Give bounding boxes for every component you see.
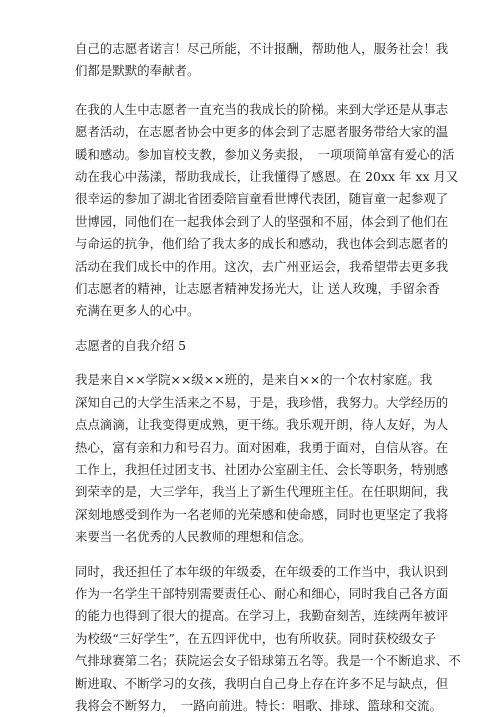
text-line: 到荣幸的是，大三学年，我当上了新生代理班主任。在任职期间，我 xyxy=(75,484,449,500)
text-line: 点点滴滴，让我变得更成熟，更干练。我乐观开朗，待人友好，为人 xyxy=(75,417,449,433)
text-line: 的能力也得到了很大的提高。在学习上，我勤奋刻苦，连续两年被评 xyxy=(75,608,449,624)
text-line: 作为一名学生干部特别需要责任心、耐心和细心，同时我自己各方面 xyxy=(75,585,449,601)
paragraph-class-committee xyxy=(75,561,461,717)
text-line: 很幸运的参加了湖北省团委陪盲童看世博代表团，随盲童一起参观了 xyxy=(75,191,449,207)
text-line: 在我的人生中志愿者一直充当的我成长的阶梯。来到大学还是从事志 xyxy=(75,101,449,117)
text-line: 我是来自××学院××级××班的，是来自××的一个农村家庭。我 xyxy=(75,372,433,388)
text-line: 热心，富有亲和力和号召力。面对困难，我勇于面对，自信从容。在 xyxy=(75,439,449,455)
text-line: 充满在更多人的心中。 xyxy=(75,303,200,319)
paragraph-spacer xyxy=(75,549,430,561)
text-line: 气排球赛第二名；获院运会女子铅球第五名等。我是一个不断追求、不 xyxy=(75,653,461,669)
text-line: 来要当一名优秀的人民教师的理想和信念。 xyxy=(75,529,312,545)
text-line: 为校级“三好学生”，在五四评优中，也有所收获。同时获校级女子 xyxy=(75,630,437,646)
text-line: 暖和感动。参加盲校支教，参加义务卖报， 一项项简单富有爱心的活 xyxy=(75,146,455,162)
text-line: 世博园，同他们在一起我体会到了人的坚强和不屈，体会到了他们在 xyxy=(75,213,449,229)
text-line: 们志愿者的精神，让志愿者精神发扬光大，让 送人玫瑰，手留余香 xyxy=(75,281,440,297)
text-line: 工作上，我担任过团支书、社团办公室副主任、会长等职务，特别感 xyxy=(75,461,449,477)
paragraph-spacer xyxy=(75,83,430,99)
text-line: 自己的志愿者诺言！尽己所能，不计报酬，帮助他人，服务社会！我 xyxy=(75,41,449,56)
text-line: 我将会不断努力， 一路向前进。特长：唱歌、排球、篮球和交流。 xyxy=(75,697,443,713)
text-line: 深知自己的大学生活来之不易，于是，我珍惜，我努力。大学经历的 xyxy=(75,394,449,410)
text-line: 深刻地感受到作为一名老师的光荣感和使命感，同时也更坚定了我将 xyxy=(75,506,449,522)
text-line: 断进取、不断学习的女孩，我明白自己身上存在许多不足与缺点，但 xyxy=(75,675,449,691)
paragraph-oath xyxy=(75,38,449,83)
document-body xyxy=(75,38,461,717)
paragraph-spacer xyxy=(75,323,430,335)
paragraph-volunteer-growth xyxy=(75,99,459,323)
text-line: 与命运的抗争，他们给了我太多的成长和感动，我也体会到志愿者的 xyxy=(75,236,449,252)
text-line: 们都是默默的奉献者。 xyxy=(75,63,200,79)
paragraph-self-intro xyxy=(75,369,449,548)
text-line: 同时，我还担任了本年级的年级委，在年级委的工作当中，我认识到 xyxy=(75,563,449,579)
text-line: 动在我心中荡漾，帮助我成长，让我懂得了感恩。在 20xx 年 xx 月又 xyxy=(75,169,459,185)
paragraph-spacer xyxy=(75,357,430,369)
text-line: 活动在我们成长中的作用。这次，去广州亚运会，我希望带去更多我 xyxy=(75,258,449,274)
section-heading: 志愿者的自我介绍 5 xyxy=(75,337,186,353)
text-line: 愿者活动，在志愿者协会中更多的体会到了志愿者服务带给大家的温 xyxy=(75,124,449,140)
